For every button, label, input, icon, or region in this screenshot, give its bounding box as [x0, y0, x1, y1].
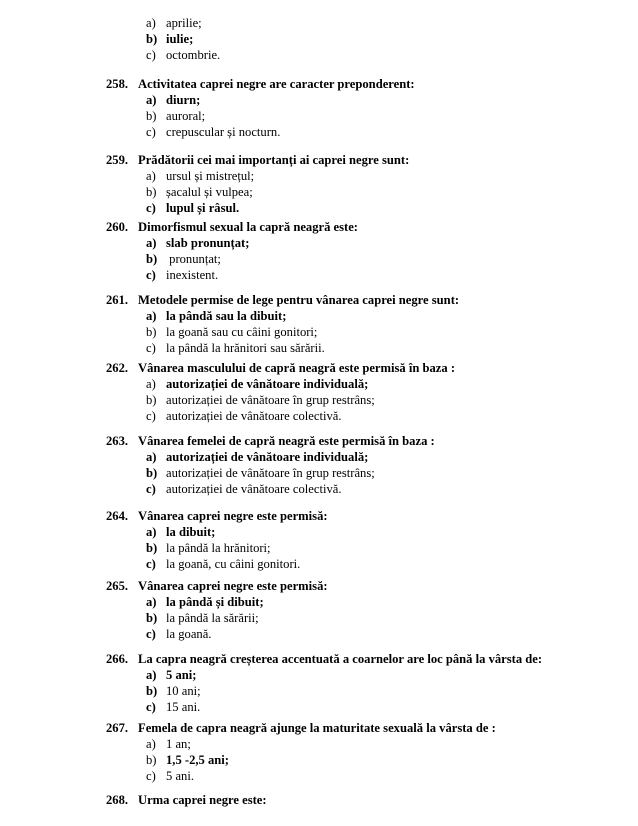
answer-option — [0, 252, 638, 268]
option-letter: a) — [146, 169, 156, 183]
question-block — [0, 509, 638, 573]
question-block — [0, 16, 638, 64]
answer-option — [0, 700, 638, 716]
option-text: autorizației de vânătoare în grup restrâns; — [166, 466, 375, 480]
question-number: 260. — [106, 220, 129, 234]
question-line — [0, 361, 638, 377]
option-letter: a) — [146, 93, 157, 107]
answer-option — [0, 309, 638, 325]
option-letter: b) — [146, 753, 157, 767]
question-line — [0, 434, 638, 450]
question-text: Urma caprei negre este: — [138, 793, 267, 807]
option-text: auroral; — [166, 109, 206, 123]
option-letter: c) — [146, 700, 156, 714]
option-letter: a) — [146, 377, 156, 391]
option-text: iulie; — [166, 32, 194, 46]
option-letter: c) — [146, 268, 156, 282]
answer-option — [0, 325, 638, 341]
option-letter: b) — [146, 252, 158, 266]
question-line — [0, 293, 638, 309]
question-line — [0, 721, 638, 737]
option-letter: a) — [146, 525, 157, 539]
option-text: 1 an; — [166, 737, 191, 751]
option-letter: c) — [146, 627, 156, 641]
question-text: Vânarea masculului de capră neagră este permisă în baza : — [138, 361, 456, 375]
option-letter: a) — [146, 450, 157, 464]
question-block — [0, 361, 638, 425]
answer-option — [0, 466, 638, 482]
answer-option — [0, 409, 638, 425]
answer-option — [0, 169, 638, 185]
answer-option — [0, 268, 638, 284]
option-text: autorizației de vânătoare în grup restrâns; — [166, 393, 375, 407]
answer-option — [0, 450, 638, 466]
answer-option — [0, 125, 638, 141]
option-text: 1,5 -2,5 ani; — [166, 753, 229, 767]
option-letter: c) — [146, 769, 156, 783]
answer-option — [0, 627, 638, 643]
option-letter: b) — [146, 185, 157, 199]
answer-option — [0, 753, 638, 769]
option-text: la pândă la hrănitori; — [166, 541, 271, 555]
question-text: Dimorfismul sexual la capră neagră este: — [138, 220, 359, 234]
question-number: 258. — [106, 77, 129, 91]
answer-option — [0, 201, 638, 217]
question-line — [0, 220, 638, 236]
question-number: 259. — [106, 153, 129, 167]
option-text: autorizației de vânătoare colectivă. — [166, 409, 342, 423]
question-text: Vânarea caprei negre este permisă: — [138, 579, 328, 593]
answer-option — [0, 185, 638, 201]
option-letter: b) — [146, 325, 157, 339]
answer-option — [0, 93, 638, 109]
question-line — [0, 77, 638, 93]
question-line — [0, 652, 638, 668]
option-letter: b) — [146, 541, 158, 555]
option-letter: a) — [146, 737, 156, 751]
question-text: Metodele permise de lege pentru vânarea caprei negre sunt: — [138, 293, 460, 307]
option-text: diurn; — [166, 93, 201, 107]
option-letter: c) — [146, 201, 156, 215]
option-letter: a) — [146, 595, 157, 609]
option-letter: b) — [146, 466, 158, 480]
question-number: 262. — [106, 361, 129, 375]
question-text: Prădătorii cei mai importanți ai caprei negre sunt: — [138, 153, 410, 167]
option-text: aprilie; — [166, 16, 202, 30]
option-letter: b) — [146, 684, 158, 698]
answer-option — [0, 377, 638, 393]
option-text: inexistent. — [166, 268, 219, 282]
question-text: Activitatea caprei negre are caracter preponderent: — [138, 77, 415, 91]
option-letter: a) — [146, 309, 157, 323]
question-text: Femela de capra neagră ajunge la maturitate sexuală la vârsta de : — [138, 721, 496, 735]
answer-option — [0, 393, 638, 409]
question-block — [0, 293, 638, 357]
question-text: Vânarea femelei de capră neagră este permisă în baza : — [138, 434, 435, 448]
option-text: la dibuit; — [166, 525, 216, 539]
answer-option — [0, 595, 638, 611]
question-block — [0, 153, 638, 217]
answer-option — [0, 557, 638, 573]
answer-option — [0, 769, 638, 785]
question-block — [0, 434, 638, 498]
option-text: autorizației de vânătoare individuală; — [166, 377, 369, 391]
option-text: lupul și râsul. — [166, 201, 240, 215]
option-text: 15 ani. — [166, 700, 201, 714]
option-letter: a) — [146, 236, 157, 250]
option-letter: c) — [146, 482, 156, 496]
answer-option — [0, 48, 638, 64]
answer-option — [0, 737, 638, 753]
option-text: autorizației de vânătoare colectivă. — [166, 482, 342, 496]
option-text: 10 ani; — [166, 684, 201, 698]
question-line — [0, 793, 638, 809]
option-text: la goană sau cu câini gonitori; — [166, 325, 318, 339]
question-number: 267. — [106, 721, 129, 735]
option-letter: c) — [146, 125, 156, 139]
option-letter: a) — [146, 668, 157, 682]
question-block — [0, 579, 638, 643]
option-text: la pândă la hrănitori sau sărării. — [166, 341, 325, 355]
option-text: la pândă sau la dibuit; — [166, 309, 287, 323]
option-text: pronunțat; — [166, 252, 221, 266]
option-letter: b) — [146, 393, 157, 407]
option-letter: b) — [146, 32, 158, 46]
answer-option — [0, 109, 638, 125]
option-text: ursul și mistrețul; — [166, 169, 255, 183]
question-line — [0, 579, 638, 595]
option-text: crepuscular și nocturn. — [166, 125, 281, 139]
option-text: 5 ani; — [166, 668, 197, 682]
answer-option — [0, 236, 638, 252]
question-block — [0, 652, 638, 716]
option-text: la pândă și dibuit; — [166, 595, 264, 609]
option-text: 5 ani. — [166, 769, 194, 783]
option-letter: c) — [146, 409, 156, 423]
option-text: la pândă la sărării; — [166, 611, 259, 625]
option-letter: b) — [146, 611, 158, 625]
option-text: la goană. — [166, 627, 212, 641]
question-text: Vânarea caprei negre este permisă: — [138, 509, 328, 523]
option-text: autorizației de vânătoare individuală; — [166, 450, 369, 464]
question-number: 264. — [106, 509, 129, 523]
answer-option — [0, 525, 638, 541]
question-block — [0, 793, 638, 809]
question-line — [0, 153, 638, 169]
option-text: la goană, cu câini gonitori. — [166, 557, 301, 571]
option-text: slab pronunțat; — [166, 236, 250, 250]
answer-option — [0, 611, 638, 627]
answer-option — [0, 668, 638, 684]
question-number: 266. — [106, 652, 129, 666]
option-letter: a) — [146, 16, 156, 30]
question-number: 265. — [106, 579, 129, 593]
answer-option — [0, 482, 638, 498]
option-letter: c) — [146, 341, 156, 355]
option-text: octombrie. — [166, 48, 221, 62]
option-text: șacalul și vulpea; — [166, 185, 253, 199]
option-letter: c) — [146, 48, 156, 62]
question-number: 268. — [106, 793, 129, 807]
answer-option — [0, 684, 638, 700]
answer-option — [0, 541, 638, 557]
question-number: 261. — [106, 293, 129, 307]
question-block — [0, 220, 638, 284]
question-text: La capra neagră creșterea accentuată a coarnelor are loc până la vârsta de: — [138, 652, 543, 666]
answer-option — [0, 32, 638, 48]
option-letter: b) — [146, 109, 157, 123]
question-block — [0, 77, 638, 141]
question-block — [0, 721, 638, 785]
answer-option — [0, 16, 638, 32]
question-line — [0, 509, 638, 525]
option-letter: c) — [146, 557, 156, 571]
question-number: 263. — [106, 434, 129, 448]
answer-option — [0, 341, 638, 357]
